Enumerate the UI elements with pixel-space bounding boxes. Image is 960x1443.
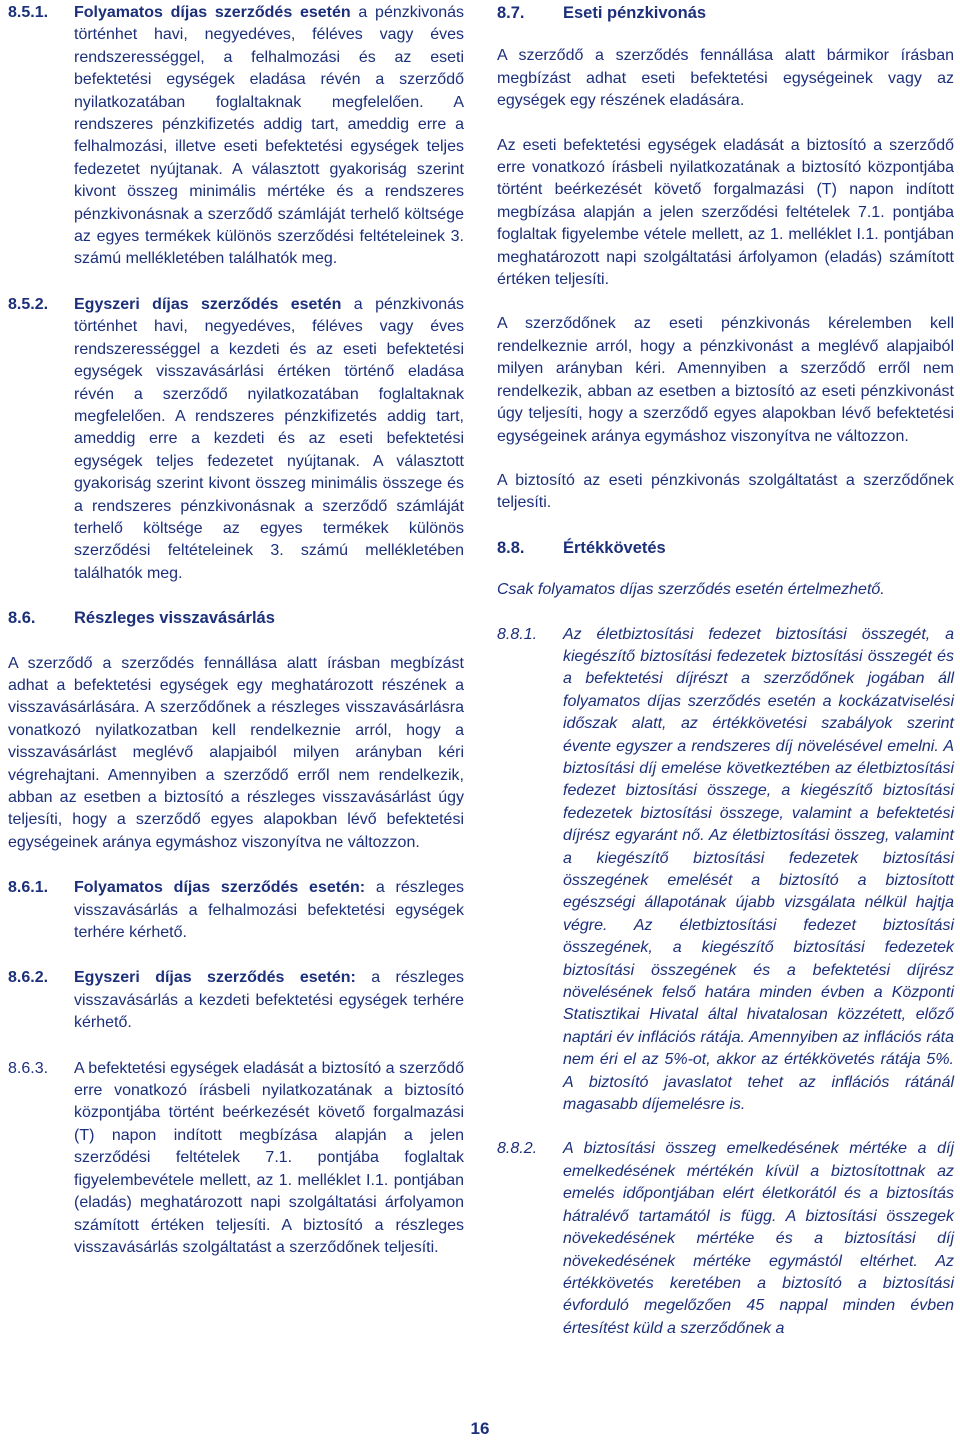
section-lead: Folyamatos díjas szerződés esetén [74,4,351,21]
section-text: A befektetési egységek eladását a biztosító a szerződő erre vonatkozó írásbeli nyilatkozatának a biztosító központjába történt beérkezését követő forgalmazási (T) napon indított megbízása alapján a jelen szerződési feltételek 7.1. pontjába foglaltak figyelembevétele mellett, az 1. melléklet I.1. pontjában (eladás) meghatározott napi szolgáltatási árfolyamon számított értéken teljesíti. A biztosító a részleges visszavásárlás szolgáltatást a szerződőnek teljesíti. [74,1059,464,1256]
section-body [74,2,464,271]
section-8-5-2 [8,294,464,585]
section-number: 8.8.1. [497,625,538,643]
section-text: a részleges visszavásárlás a kezdeti befektetési egységek terhére kérhető. [74,969,465,1032]
section-body [74,877,464,944]
intro-note: Csak folyamatos díjas szerződés esetén értelmezhető. [497,581,885,599]
heading-number: 8.8. [497,538,525,557]
section-8-6-3 [8,1058,464,1260]
section-number: 8.6.2. [8,969,49,987]
heading-8-7 [497,2,954,24]
section-lead: Egyszeri díjas szerződés esetén [74,295,342,313]
section-number: 8.6.1. [8,879,49,897]
section-text: a pénzkivonás történhet havi, negyedéves, féléves vagy éves rendszerességgel, a felhalmozási és az eseti befektetési egységek eladása révén a szerződő nyilatkozatában foglaltaknak megfelelően. A rendszeres pénzkifizetés addig tart, ameddig erre a felhalmozási, illetve eseti befektetési egységek teljes fedezetet nyújtanak. A választott gyakoriság szerint kivont összeg minimális mértéke és a rendszeres pénzkivonásnak a szerződő számláját terhelő költsége az egyes termékek különös szerződési feltételeinek 3. számú mellékletében találhatók meg. [74,4,464,268]
section-text: Az életbiztosítási fedezet biztosítási összegét, a kiegészítő biztosítási fedezetek biztosítási összegét és a befektetési díjrészt a szerződőnek jogában áll folyamatos díjas szerződés esetén a kockázatviselési időszak alatt, az értékkövetési szabályok szerint évente egyszer a rendszeres díj növelésével emelni. A biztosítási díj emelése következtében az életbiztosítási fedezet biztosítási összege, a kiegészítő biztosítási fedezetek biztosítási összege, valamint a befektetési díjrész egyaránt nő. Az életbiztosítási összeg, valamint a kiegészítő biztosítási fedezetek biztosítási összegének emelését a biztosító a biztosított egészségi állapotának újabb vizsgálata nélkül hajtja végre. Az életbiztosítási fedezet biztosítási összegének, a kiegészítő biztosítási fedezetek biztosítási összegének és a befektetési díjrész növelésének felső határa minden évben a Központi Statisztikai Hivatal által hivatalosan közzétett, előző naptári év inflációs rátája. Amennyiben az inflációs ráta nem éri el az 5%-ot, akkor az értékkövetés rátája 5%. A biztosító javaslatot tehet az inflációs rátánál magasabb díjemelésre is. [563,625,954,1114]
section-body [74,294,464,585]
section-8-5-1 [8,2,464,271]
right-column [497,2,954,1340]
heading-title: Részleges visszavásárlás [74,609,275,628]
section-number: 8.6.3. [8,1059,49,1077]
section-text: a pénzkivonás történhet havi, negyedéves, féléves vagy éves rendszerességgel a kezdeti és az eseti befektetési egységek visszavásárlási értéken történő eladása révén a szerződő nyilatkozatában foglaltaknak megfelelően. A rendszeres pénzkifizetés addig tart, ameddig erre a kezdeti és az eseti befektetési egységek teljes fedezetet nyújtanak. A választott gyakoriság szerint kivont összeg minimális összege és a rendszeres pénzkivonásnak a szerződő számláját terhelő költsége az egyes termékek különös szerződési feltételeinek 3. számú mellékletében találhatók meg. [74,295,465,582]
section-number: 8.8.2. [497,1140,538,1158]
section-8-8-2 [497,1138,954,1340]
section-text: A biztosítási összeg emelkedésének mértéke a díj emelkedésének mértékén kívül a biztosítottnak az emelés időpontjában elért életkorától és a biztosítás hátralévő tartamától is függ. A biztosítási összegek növekedésének mértéke és a biztosítási díj növekedésének mértéke egymástól eltérhet. Az értékkövetés keretében a biztosító a biztosítási évforduló megelőzően 45 nappal minden évben értesítést küld a szerződőnek a [563,1140,954,1337]
heading-title: Értékkövetés [563,538,666,557]
section-8-8-1 [497,624,954,1117]
section-lead: Folyamatos díjas szerződés esetén: [74,879,366,897]
heading-number: 8.7. [497,4,525,22]
heading-8-8 [497,537,954,559]
section-number: 8.5.1. [8,4,49,21]
section-8-6-2 [8,967,464,1034]
section-text: a részleges visszavásárlás a felhalmozási befektetési egységek terhére kérhető. [74,879,464,942]
heading-8-6 [8,607,464,629]
paragraph: Az eseti befektetési egységek eladását a biztosító a szerződő erre vonatkozó írásbeli nyilatkozatának a biztosító központjába történt beérkezését követő forgalmazási (T) napon indított megbízása alapján a jelen szerződési feltételek 7.1. pontjába foglaltak figyelembe vétele mellett, az 1. melléklet I.1. pontjában meghatározott napi szolgáltatási árfolyamon (eladás) számított értéken teljesíti. [497,136,954,289]
section-8-6-1 [8,877,464,944]
paragraph: A biztosító az eseti pénzkivonás szolgáltatást a szerződőnek teljesíti. [497,471,954,512]
paragraph: A szerződő a szerződés fennállása alatt bármikor írásban megbízást adhat eseti befektetési egységeinek vagy az egységek egy részének eladására. [497,47,954,110]
paragraph: A szerződőnek az eseti pénzkivonás kérelemben kell rendelkeznie arról, hogy a pénzkivonást a meglévő alapjaiból milyen arányban kéri. Amennyiben a szerződő erről nem rendelkezik, abban az esetben a biztosító az eseti pénzkivonást úgy teljesíti, hogy a szerződő egyes alapokban lévő befektetési egységeinek aránya egymáshoz viszonyítva ne változzon. [497,315,954,445]
section-number: 8.5.2. [8,295,49,313]
paragraph: A szerződő a szerződés fennállása alatt írásban megbízást adhat a befektetési egységek egy meghatározott részének a visszavásárlására. A szerződőnek a részleges visszavásárlásra vonatkozó nyilatkozatban kell rendelkeznie arról, hogy a visszavásárlást meglévő alapjaiból milyen arányban kéri végrehajtani. Amennyiben a szerződő erről nem rendelkezik, abban az esetben a biztosító a részleges visszavásárlást úgy teljesíti, hogy a szerződő egyes alapokban lévő befektetési egységeinek aránya egymáshoz viszonyítva ne változzon. [8,654,464,851]
heading-title: Eseti pénzkivonás [563,4,707,22]
heading-number: 8.6. [8,609,36,628]
left-column [8,2,464,1259]
section-lead: Egyszeri díjas szerződés esetén: [74,969,356,987]
section-body [74,967,464,1034]
page-number: 16 [470,1419,490,1438]
